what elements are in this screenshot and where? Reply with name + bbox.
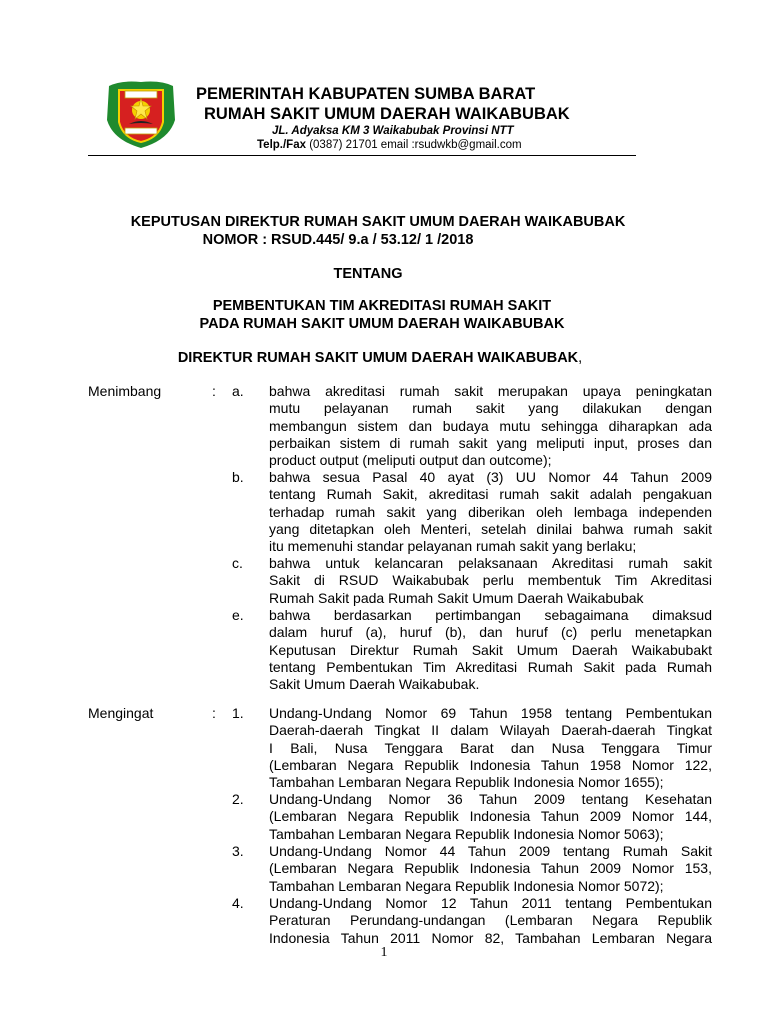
mengingat-mark-4: 4. (232, 895, 244, 911)
letterhead-divider (88, 155, 636, 156)
text-line: (Lembaran Negara Republik Indonesia Tahun 2009 Nomor 144, (269, 808, 712, 825)
menimbang-mark-c: c. (232, 555, 243, 571)
text-line: Daerah-daerah Tingkat II dalam Wilayah Daerah-daerah Tingkat (269, 722, 712, 739)
text-line: Keputusan Direktur Rumah Sakit Umum Daerah Waikabubakt (269, 641, 712, 658)
text-line: Rumah Sakit pada Rumah Sakit Umum Daerah Waikabubak (269, 589, 644, 606)
text-line: membangun sistem dan budaya mutu sehingga diharapkan ada (269, 417, 712, 434)
emblem-icon (101, 76, 181, 152)
text-line: tentang Pembentukan Tim Akreditasi Rumah Sakit pada Rumah (269, 658, 712, 675)
mengingat-mark-3: 3. (232, 843, 244, 859)
text-line: dalam huruf (a), huruf (b), dan huruf (c) perlu menetapkan (269, 624, 712, 641)
mengingat-colon: : (212, 705, 216, 721)
menimbang-label: Menimbang (88, 383, 162, 399)
text-line: (Lembaran Negara Republik Indonesia Tahun 1958 Nomor 122, (269, 756, 712, 773)
text-line: product output (meliputi output dan outcome); (269, 452, 552, 469)
issuer-comma: , (578, 350, 583, 366)
text-line: Sakit Umum Daerah Waikabubak. (269, 676, 480, 693)
text-line: Tambahan Lembaran Negara Republik Indonesia Nomor 1655); (269, 774, 664, 791)
text-line: bahwa untuk kelancaran pelaksanaan Akreditasi rumah sakit (269, 555, 712, 571)
letterhead-address: JL. Adyaksa KM 3 Waikabubak Provinsi NTT (272, 125, 514, 137)
menimbang-mark-a: a. (232, 383, 244, 399)
menimbang-colon: : (212, 383, 216, 399)
text-line: perbaikan sistem di rumah sakit yang meliputi input, proses dan (269, 434, 712, 451)
mengingat-item-2 (269, 791, 712, 843)
text-line: yang ditetapkan oleh Menteri, setelah dinilai bahwa rumah sakit (269, 520, 712, 537)
menimbang-item-b (269, 469, 712, 555)
issuer-text: DIREKTUR RUMAH SAKIT UMUM DAERAH WAIKABUBAK (177, 350, 579, 366)
text-line: bahwa akreditasi rumah sakit merupakan upaya peningkatan (269, 383, 712, 399)
decree-subject-line1: PEMBENTUKAN TIM AKREDITASI RUMAH SAKIT (212, 298, 552, 314)
text-line: Sakit di RSUD Waikabubak perlu membentuk Tim Akreditasi (269, 572, 712, 589)
mengingat-mark-2: 2. (232, 791, 244, 807)
letterhead-government: PEMERINTAH KABUPATEN SUMBA BARAT (196, 85, 536, 103)
text-line: mutu pelayanan rumah sakit yang dilakukan dengan (269, 400, 712, 417)
decree-subject-line2: PADA RUMAH SAKIT UMUM DAERAH WAIKABUBAK (199, 316, 565, 332)
decree-tentang: TENTANG (333, 266, 403, 282)
page-number: 1 (380, 945, 388, 960)
menimbang-mark-e: e. (232, 607, 244, 623)
decree-title: KEPUTUSAN DIREKTUR RUMAH SAKIT UMUM DAERAH WAIKABUBAK (130, 214, 626, 230)
text-line: bahwa berdasarkan pertimbangan sebagaimana dimaksud (269, 607, 712, 623)
mengingat-item-3 (269, 843, 712, 895)
text-line: Indonesia Tahun 2011 Nomor 82, Tambahan Lembaran Negara (269, 929, 712, 946)
text-line: Peraturan Perundang-undangan (Lembaran Negara Republik (269, 912, 712, 929)
menimbang-mark-b: b. (232, 469, 244, 485)
tel-value: (0387) 21701 email :rsudwkb@gmail.com (306, 139, 522, 151)
letterhead-contact (257, 139, 522, 151)
text-line: tentang Rumah Sakit, akreditasi rumah sakit adalah pengakuan (269, 486, 712, 503)
text-line: Undang-Undang Nomor 36 Tahun 2009 tentang Kesehatan (269, 791, 712, 807)
kabupaten-logo (101, 76, 181, 152)
text-line: Undang-Undang Nomor 44 Tahun 2009 tentang Rumah Sakit (269, 843, 712, 859)
text-line: (Lembaran Negara Republik Indonesia Tahun 2009 Nomor 153, (269, 860, 712, 877)
text-line: Undang-Undang Nomor 69 Tahun 1958 tentang Pembentukan (269, 705, 712, 721)
mengingat-label: Mengingat (88, 705, 154, 721)
text-line: I Bali, Nusa Tenggara Barat dan Nusa Tenggara Timur (269, 739, 712, 756)
text-line: Tambahan Lembaran Negara Republik Indonesia Nomor 5063); (269, 825, 664, 842)
menimbang-item-a (269, 383, 712, 469)
decree-number: NOMOR : RSUD.445/ 9.a / 53.12/ 1 /2018 (202, 232, 474, 248)
letterhead-hospital: RUMAH SAKIT UMUM DAERAH WAIKABUBAK (204, 105, 570, 123)
decree-issuer (0, 350, 764, 366)
text-line: bahwa sesua Pasal 40 ayat (3) UU Nomor 44 Tahun 2009 (269, 469, 712, 485)
tel-label: Telp./Fax (257, 139, 306, 151)
text-line: itu memenuhi standar pelayanan rumah sakit yang berlaku; (269, 538, 637, 555)
mengingat-mark-1: 1. (232, 705, 244, 721)
menimbang-item-e (269, 607, 712, 693)
text-line: Undang-Undang Nomor 12 Tahun 2011 tentang Pembentukan (269, 895, 712, 911)
mengingat-item-4 (269, 895, 712, 947)
text-line: Tambahan Lembaran Negara Republik Indonesia Nomor 5072); (269, 877, 664, 894)
menimbang-item-c (269, 555, 712, 607)
mengingat-item-1 (269, 705, 712, 791)
text-line: terhadap rumah sakit yang diberikan oleh lembaga independen (269, 503, 712, 520)
